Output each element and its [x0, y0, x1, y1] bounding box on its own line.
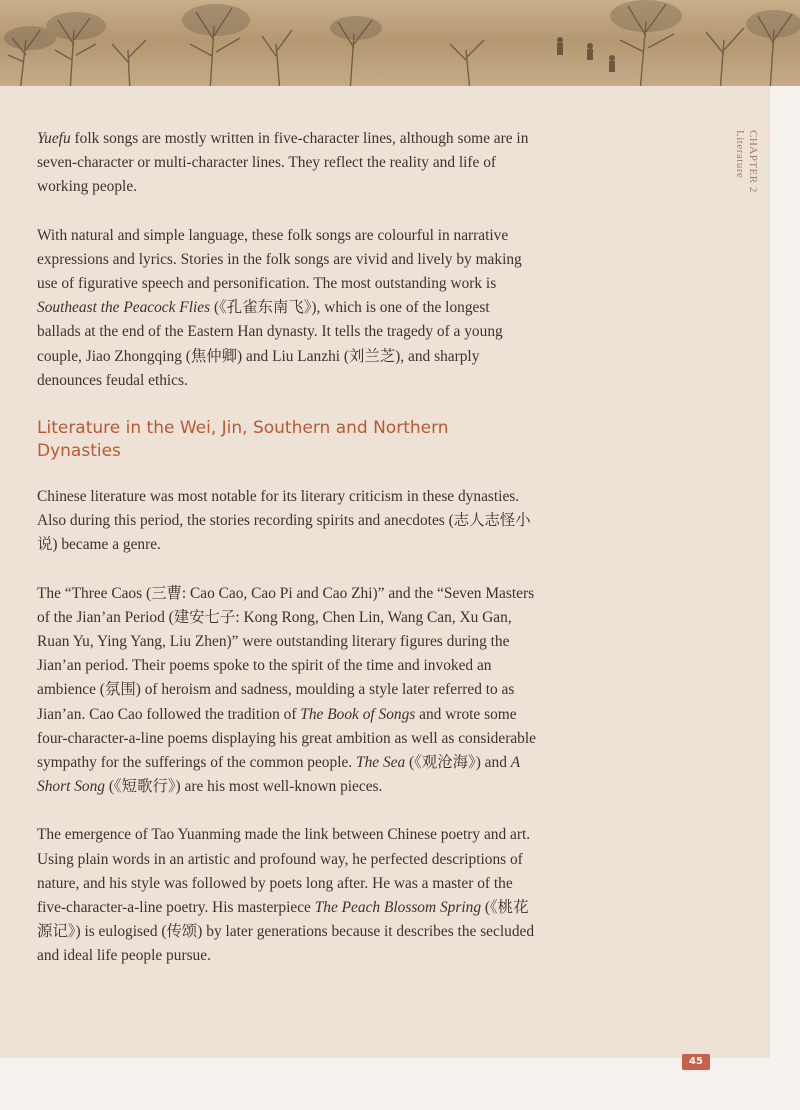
chapter-title: Literature	[734, 130, 746, 179]
section-heading: Literature in the Wei, Jin, Southern and Northern Dynasties	[37, 418, 449, 462]
paragraph-yuefu	[37, 127, 537, 200]
work-title: A Short Song	[37, 754, 520, 796]
term-yuefu: Yuefu	[37, 130, 71, 147]
paragraph-text: (《观沧海》) and	[405, 754, 511, 772]
work-title: The Sea	[356, 754, 406, 772]
page-margin-right	[770, 86, 800, 1110]
work-title: Southeast the Peacock Flies	[37, 299, 211, 317]
paragraph-text: With natural and simple language, these folk songs are colourful in narrative expressions and lyrics. Stories in the folk songs are vivid and lively by making use of figurative speech and personification. The most outstanding work is	[37, 226, 522, 293]
paragraph-text: folk songs are mostly written in five-character lines, although some are in seven-character or multi-character lines. They reflect the reality and life of working people.	[37, 130, 529, 196]
paragraph-text: (《孔雀东南飞》), which is one of the longest ballads at the end of the Eastern Han dynasty. It tells the tragedy of a young couple, Jiao Zhongqing (焦仲卿) and Liu Lanzhi (刘兰芝), and sharply denounces feudal ethics.	[37, 299, 503, 389]
article-body	[37, 127, 537, 993]
page-number-badge: 45	[682, 1054, 710, 1070]
paragraph-three-caos	[37, 582, 537, 800]
landscape-painting-image	[0, 0, 800, 92]
paragraph-text: (《桃花源记》) is eulogised (传颂) by later generations because it describes the secluded and ideal life people pursue.	[37, 899, 535, 965]
work-title: The Book of Songs	[300, 705, 416, 723]
paragraph-literary-criticism: Chinese literature was most notable for its literary criticism in these dynasties. Also during this period, the stories recording spirits and anecdotes (志人志怪小说) became a genre.	[37, 488, 531, 554]
work-title: The Peach Blossom Spring	[314, 899, 482, 917]
paragraph-text: The emergence of Tao Yuanming made the link between Chinese poetry and art. Using plain words in an artistic and profound way, he perfected descriptions of nature, and his style was followed by poets long after. He was a master of the five-character-a-line poetry. His masterpiece	[37, 826, 531, 917]
paragraph-text: The “Three Caos (三曹: Cao Cao, Cao Pi and Cao Zhi)” and the “Seven Masters of the Jian’an Period (建安七子: Kong Rong, Chen Lin, Wang Can, Xu Gan, Ruan Yu, Ying Yang, Liu Zhen)” were outstanding literary figures during the Jian’an period. Their poems spoke to the spirit of the time and invoked an ambience (氛围) of heroism and sadness, moulding a style later referred to as Jian’an. Cao Cao followed the tradition of	[37, 584, 535, 723]
chapter-running-head	[733, 130, 759, 193]
paragraph-text: and wrote some four-character-a-line poems displaying his great ambition as well as considerable sympathy for the sufferings of the common people.	[37, 705, 536, 772]
header-landscape-painting	[0, 0, 800, 92]
chapter-number: CHAPTER 2	[747, 130, 759, 193]
page-margin-bottom	[0, 1058, 800, 1110]
paragraph-folk-songs	[37, 224, 537, 393]
paragraph-text: (《短歌行》) are his most well-known pieces.	[104, 778, 383, 796]
paragraph-tao-yuanming	[37, 823, 537, 968]
